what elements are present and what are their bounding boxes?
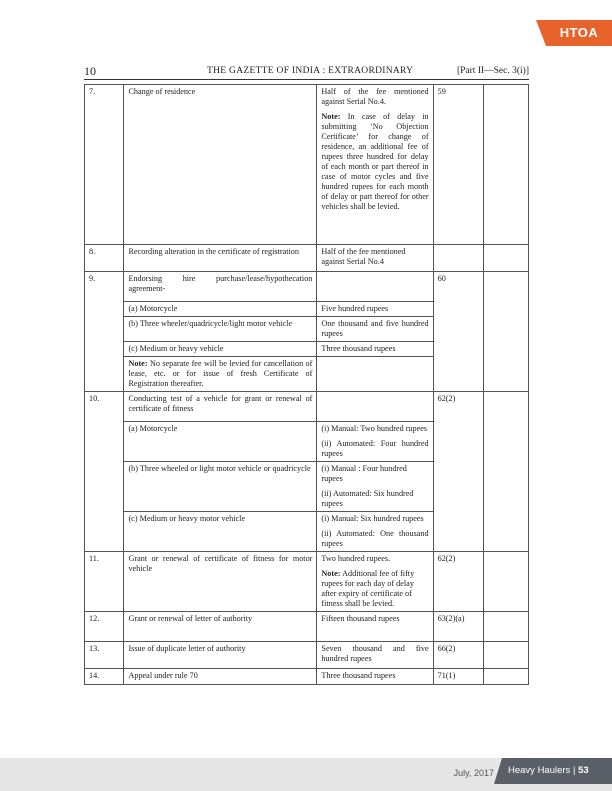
fee (317, 357, 433, 392)
table-row (85, 642, 529, 669)
serial-number: 9. (85, 272, 124, 392)
fee-manual: (i) Manual : Four hundred rupees (321, 464, 407, 483)
gazette-title: THE GAZETTE OF INDIA : EXTRAORDINARY (207, 66, 414, 76)
fee-table (84, 84, 529, 685)
blank-cell (484, 669, 529, 685)
serial-number: 7. (85, 85, 124, 245)
description: (c) Medium or heavy motor vehicle (124, 512, 317, 552)
rule: 71(1) (433, 669, 483, 685)
rule (433, 245, 483, 272)
magazine-bar (502, 758, 612, 784)
description: Grant or renewal of letter of authority (124, 612, 317, 642)
description: Endorsing hire purchase/lease/hypothecation agreement- (124, 272, 317, 302)
description: Conducting test of a vehicle for grant or renewal of certificate of fitness (124, 392, 317, 422)
blank-cell (484, 642, 529, 669)
serial-number: 14. (85, 669, 124, 685)
fee: Seven thousand and five hundred rupees (317, 642, 433, 669)
description: (c) Medium or heavy vehicle (124, 342, 317, 357)
fee-manual: (i) Manual: Six hundred rupees (321, 514, 424, 523)
fee (317, 552, 433, 612)
serial-number: 11. (85, 552, 124, 612)
header-rule (84, 79, 529, 80)
fee: Five hundred rupees (317, 302, 433, 317)
fee: Fifteen thousand rupees (317, 612, 433, 642)
fee-note (321, 569, 428, 609)
fee (317, 462, 433, 512)
description: (a) Motorcycle (124, 302, 317, 317)
note-text: No separate fee will be levied for cancellation of lease, etc. or for issue of fresh Certificate of Registration thereafter. (128, 359, 313, 388)
fee (317, 512, 433, 552)
page-number: 10 (84, 64, 96, 78)
blank-cell (484, 85, 529, 245)
page-header (84, 64, 529, 78)
table-row (85, 392, 529, 422)
htoa-badge: HTOA (546, 20, 612, 46)
rule: 62(2) (433, 552, 483, 612)
blank-cell (484, 245, 529, 272)
table-row (85, 552, 529, 612)
description: (b) Three wheeler/quadricycle/light motor vehicle (124, 317, 317, 342)
rule: 60 (433, 272, 483, 392)
rule: 62(2) (433, 392, 483, 552)
issue-date: July, 2017 (453, 768, 494, 778)
description: Change of residence (124, 85, 317, 245)
description: Recording alteration in the certificate of registration (124, 245, 317, 272)
fee: Three thousand rupees (317, 669, 433, 685)
note-label: Note: (321, 112, 341, 121)
blank-cell (484, 272, 529, 392)
note (124, 357, 317, 392)
serial-number: 12. (85, 612, 124, 642)
fee (317, 85, 433, 245)
description: Grant or renewal of certificate of fitness for motor vehicle (124, 552, 317, 612)
fee-text: Half of the fee mentioned against Serial No.4. (321, 87, 429, 106)
blank-cell (484, 552, 529, 612)
note-text: Additional fee of fifty rupees for each day of delay after expiry of certificate of fitness shall be levied. (321, 569, 415, 608)
description: Appeal under rule 70 (124, 669, 317, 685)
table-row (85, 669, 529, 685)
magazine-name: Heavy Haulers (508, 765, 571, 776)
fee (317, 272, 433, 302)
magazine-page-number: 53 (578, 765, 589, 776)
fee (317, 392, 433, 422)
fee-automated: (ii) Automated: Four hundred rupees (321, 439, 429, 458)
serial-number: 13. (85, 642, 124, 669)
description: Issue of duplicate letter of authority (124, 642, 317, 669)
blank-cell (484, 392, 529, 552)
table-row (85, 85, 529, 245)
footer-separator: | (572, 765, 576, 776)
rule: 59 (433, 85, 483, 245)
serial-number: 10. (85, 392, 124, 552)
note-text: In case of delay in submitting ‘No Objection Certificate’ for change of residence, an additional fee of rupees three hundred for delay of each month or part thereof in case of motor cycles and five hundred rupees for each month of delay or part thereof for other vehicles shall be levied. (321, 112, 429, 211)
serial-number: 8. (85, 245, 124, 272)
page-footer (0, 758, 612, 791)
fee (317, 422, 433, 462)
blank-cell (484, 612, 529, 642)
description: (a) Motorcycle (124, 422, 317, 462)
note-label: Note: (321, 569, 341, 578)
fee-text: Two hundred rupees. (321, 554, 391, 563)
description: (b) Three wheeled or light motor vehicle or quadricycle (124, 462, 317, 512)
table-row (85, 245, 529, 272)
section-label: [Part II—Sec. 3(i)] (456, 66, 529, 76)
note-label: Note: (128, 359, 148, 368)
table-row (85, 272, 529, 302)
rule: 66(2) (433, 642, 483, 669)
fee-manual: (i) Manual: Two hundred rupees (321, 424, 428, 433)
fee: Three thousand rupees (317, 342, 433, 357)
fee: Half of the fee mentioned against Serial No.4 (317, 245, 433, 272)
fee-note (321, 112, 428, 212)
fee: One thousand and five hundred rupees (317, 317, 433, 342)
table-row (85, 612, 529, 642)
fee-automated: (ii) Automated: One thousand rupees (321, 529, 429, 548)
rule: 63(2)(a) (433, 612, 483, 642)
fee-automated: (ii) Automated: Six hundred rupees (321, 489, 414, 508)
